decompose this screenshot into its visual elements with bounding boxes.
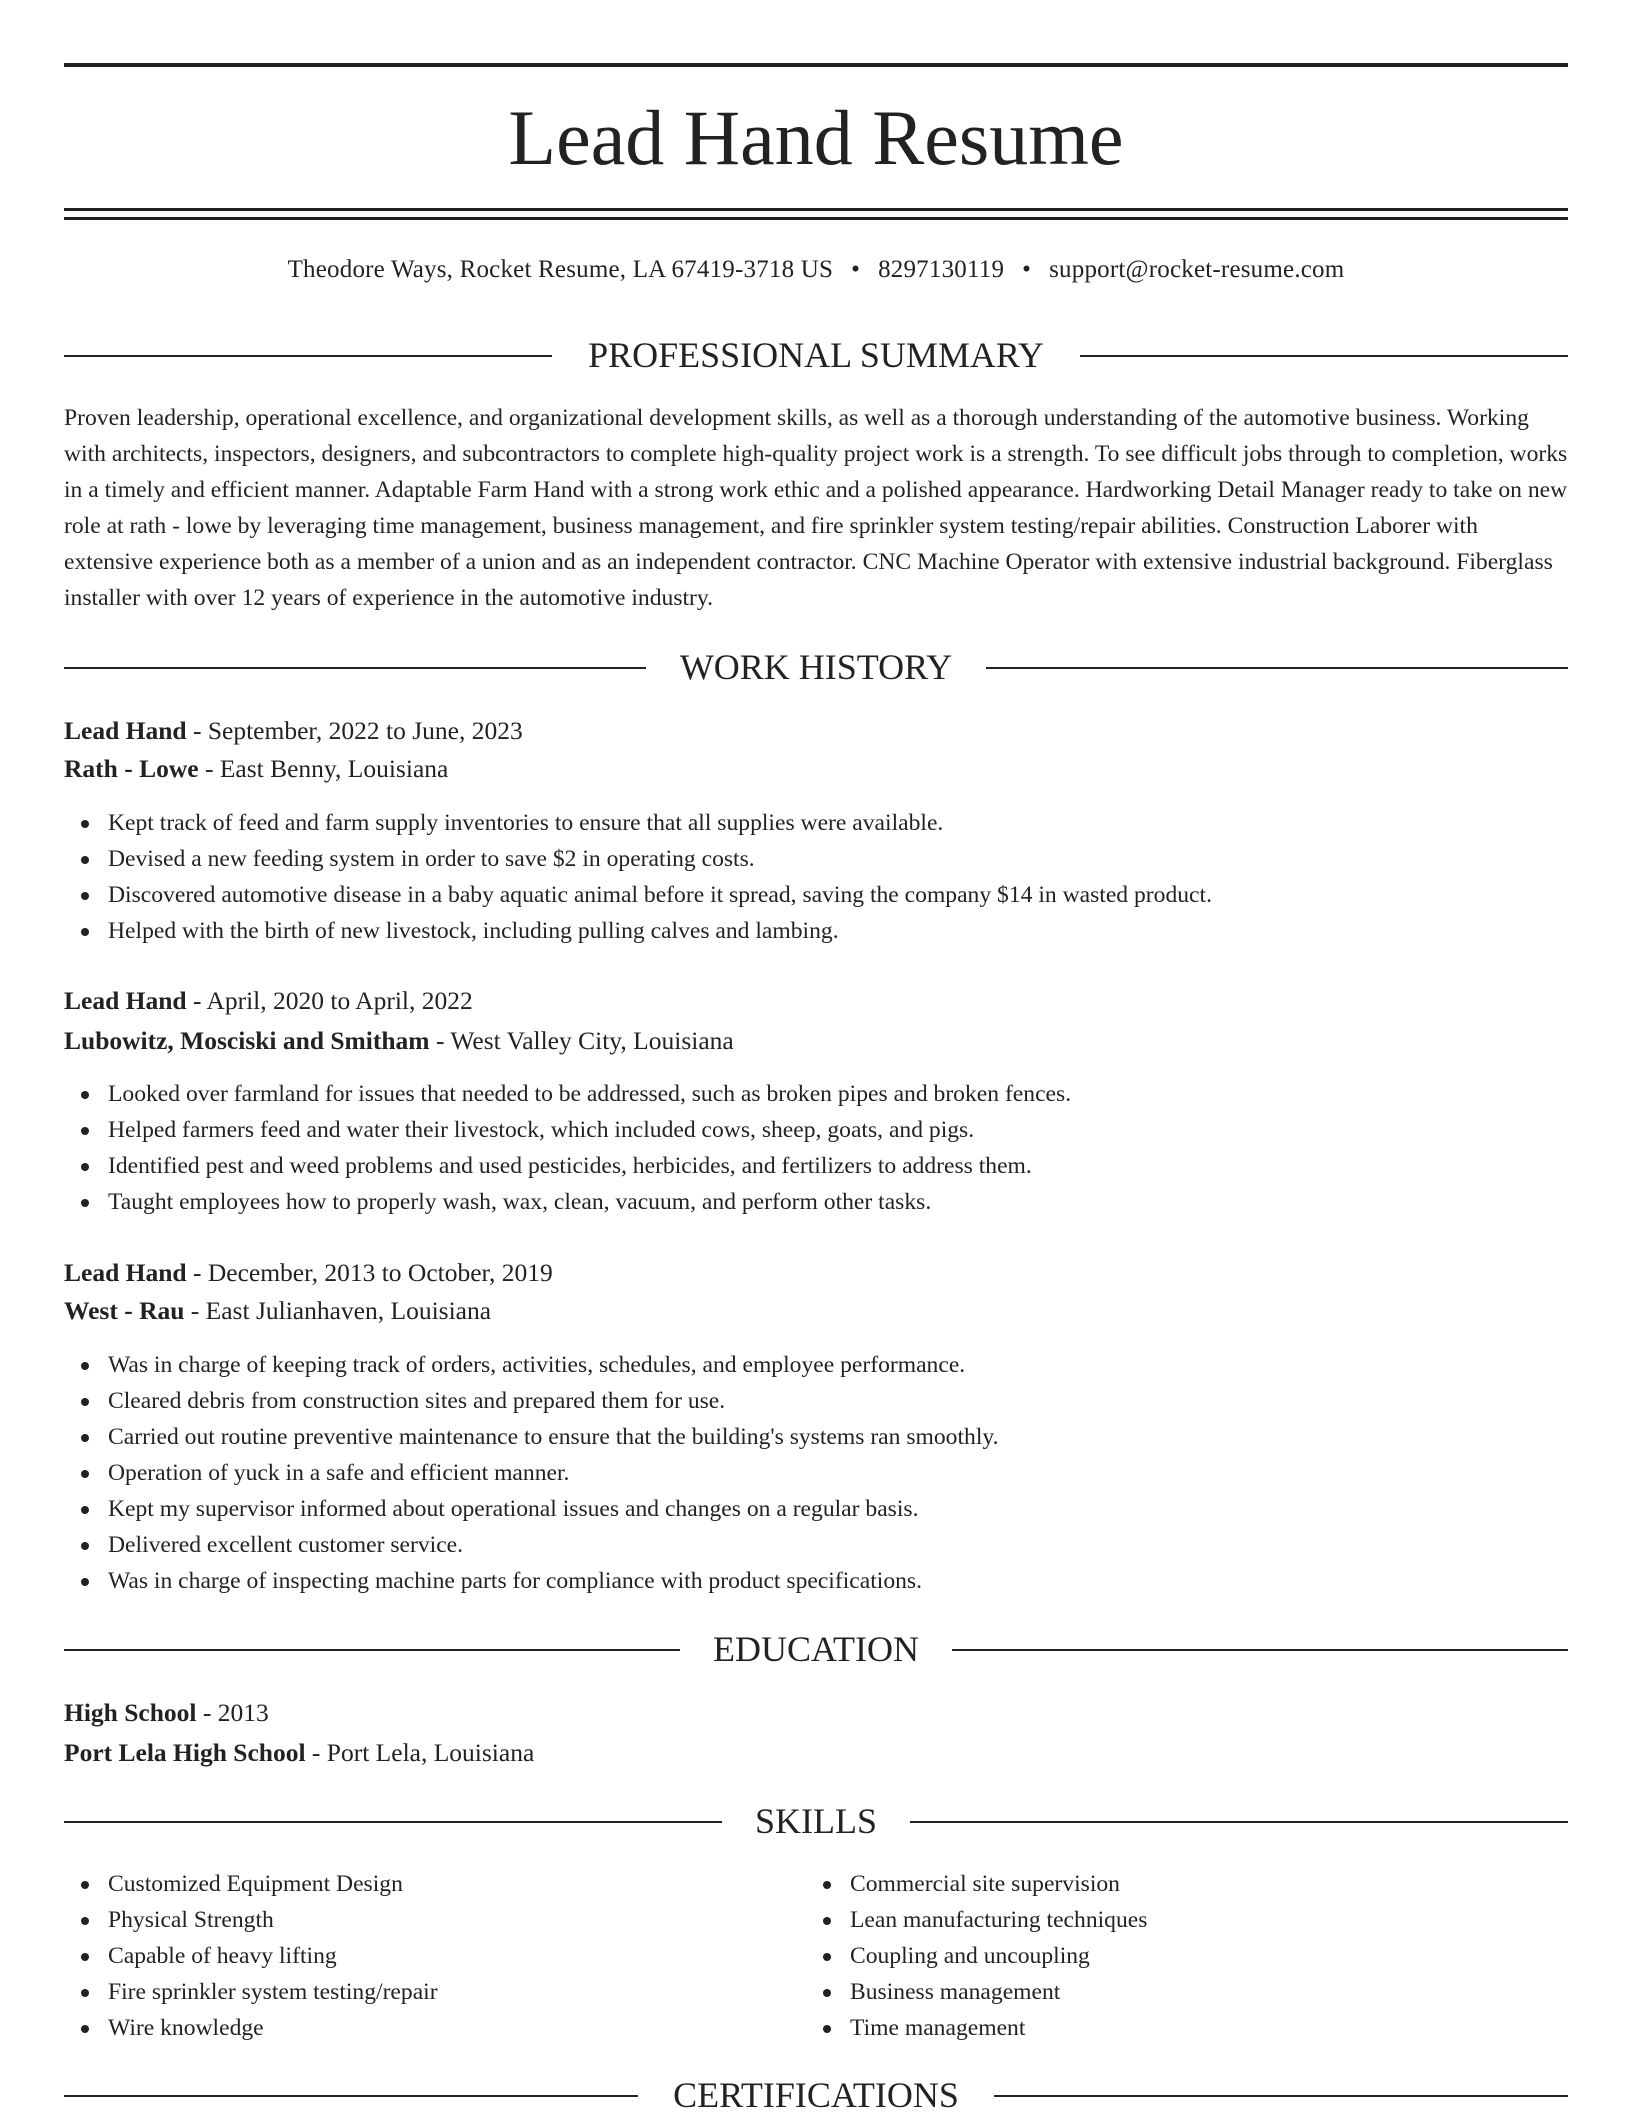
job-title-line xyxy=(64,983,1568,1019)
list-item: Devised a new feeding system in order to save $2 in operating costs. xyxy=(108,841,1588,877)
education-school: Port Lela High School xyxy=(64,1738,306,1767)
skills-list-left xyxy=(64,1866,808,2046)
list-item: Commercial site supervision xyxy=(850,1866,1550,1902)
job-dates: - September, 2022 to June, 2023 xyxy=(186,716,523,745)
section-title: SKILLS xyxy=(754,1801,877,1841)
list-item: Fire sprinkler system testing/repair xyxy=(108,1974,808,2010)
education-school-line xyxy=(64,1735,1568,1771)
list-item: Discovered automotive disease in a baby aquatic animal before it spread, saving the company $14 in wasted product. xyxy=(108,877,1588,913)
list-item: Customized Equipment Design xyxy=(108,1866,808,1902)
contact-separator: • xyxy=(1022,256,1032,283)
job-title-line xyxy=(64,713,1568,749)
job-company: Rath - Lowe xyxy=(64,754,199,783)
summary-text: Proven leadership, operational excellence, and organizational development skills, as well as a thorough understanding of the automotive business. Working with architects, inspectors, designers, and subcontractors to complete high-quality project work is a strength. To see difficult jobs through to completion, works in a timely and efficient manner. Adaptable Farm Hand with a strong work ethic and a polished appearance. Hardworking Detail Manager ready to take on new role at rath - lowe by leveraging time management, business management, and fire sprinkler system testing/repair abilities. Construction Laborer with extensive experience both as a member of a union and as an independent contractor. CNC Machine Operator with extensive industrial background. Fiberglass installer with over 12 years of experience in the automotive industry. xyxy=(64,405,1568,611)
list-item: Was in charge of keeping track of orders, activities, schedules, and employee performance. xyxy=(108,1347,1588,1383)
job-bullets xyxy=(64,1076,1588,1220)
job-title: Lead Hand xyxy=(64,1258,187,1287)
resume-title: Lead Hand Resume xyxy=(508,94,1124,181)
job-location: - East Julianhaven, Louisiana xyxy=(184,1296,492,1325)
job-title: Lead Hand xyxy=(64,986,187,1015)
list-item: Taught employees how to properly wash, wax, clean, vacuum, and perform other tasks. xyxy=(108,1184,1588,1220)
education-degree-line xyxy=(64,1695,1568,1731)
list-item: Lean manufacturing techniques xyxy=(850,1902,1550,1938)
education-year: - 2013 xyxy=(196,1698,269,1727)
job-dates: - April, 2020 to April, 2022 xyxy=(186,986,473,1015)
contact-separator: • xyxy=(851,256,861,283)
list-item: Looked over farmland for issues that needed to be addressed, such as broken pipes and broken fences. xyxy=(108,1076,1588,1112)
section-header-summary xyxy=(64,335,1568,375)
job-company-line xyxy=(64,751,1568,787)
contact-address: Theodore Ways, Rocket Resume, LA 67419-3718 US xyxy=(287,256,834,283)
section-header-education xyxy=(64,1629,1568,1669)
contact-phone: 8297130119 xyxy=(878,256,1005,283)
list-item: Wire knowledge xyxy=(108,2010,808,2046)
education-degree: High School xyxy=(64,1698,197,1727)
top-rule xyxy=(64,63,1568,67)
list-item: Identified pest and weed problems and used pesticides, herbicides, and fertilizers to address them. xyxy=(108,1148,1588,1184)
job-bullets xyxy=(64,805,1588,949)
job-title: Lead Hand xyxy=(64,716,187,745)
section-title: CERTIFICATIONS xyxy=(673,2075,959,2115)
list-item: Helped farmers feed and water their livestock, which included cows, sheep, goats, and pigs. xyxy=(108,1112,1588,1148)
skills-list-right xyxy=(806,1866,1550,2046)
job-company-line xyxy=(64,1293,1568,1329)
contact-email: support@rocket-resume.com xyxy=(1049,256,1345,283)
list-item: Coupling and uncoupling xyxy=(850,1938,1550,1974)
job-location: - West Valley City, Louisiana xyxy=(429,1026,734,1055)
list-item: Delivered excellent customer service. xyxy=(108,1527,1588,1563)
title-double-rule xyxy=(64,208,1568,220)
job-company-line xyxy=(64,1023,1568,1059)
list-item: Carried out routine preventive maintenance to ensure that the building's systems ran smoothly. xyxy=(108,1419,1588,1455)
job-company: Lubowitz, Mosciski and Smitham xyxy=(64,1026,430,1055)
section-title: WORK HISTORY xyxy=(679,647,953,687)
list-item: Kept track of feed and farm supply inventories to ensure that all supplies were available. xyxy=(108,805,1588,841)
list-item: Cleared debris from construction sites and prepared them for use. xyxy=(108,1383,1588,1419)
contact-line xyxy=(64,252,1568,288)
list-item: Capable of heavy lifting xyxy=(108,1938,808,1974)
list-item: Kept my supervisor informed about operational issues and changes on a regular basis. xyxy=(108,1491,1588,1527)
section-header-work-history xyxy=(64,647,1568,687)
list-item: Physical Strength xyxy=(108,1902,808,1938)
list-item: Was in charge of inspecting machine parts for compliance with product specifications. xyxy=(108,1563,1588,1599)
list-item: Operation of yuck in a safe and efficient manner. xyxy=(108,1455,1588,1491)
list-item: Helped with the birth of new livestock, including pulling calves and lambing. xyxy=(108,913,1588,949)
list-item: Business management xyxy=(850,1974,1550,2010)
job-location: - East Benny, Louisiana xyxy=(198,754,449,783)
section-header-skills xyxy=(64,1801,1568,1841)
job-dates: - December, 2013 to October, 2019 xyxy=(186,1258,553,1287)
section-title: PROFESSIONAL SUMMARY xyxy=(588,335,1044,375)
job-title-line xyxy=(64,1255,1568,1291)
section-title: EDUCATION xyxy=(713,1629,919,1669)
section-header-certifications xyxy=(64,2075,1568,2115)
list-item: Time management xyxy=(850,2010,1550,2046)
job-bullets xyxy=(64,1347,1588,1599)
job-company: West - Rau xyxy=(64,1296,185,1325)
education-location: - Port Lela, Louisiana xyxy=(305,1738,535,1767)
